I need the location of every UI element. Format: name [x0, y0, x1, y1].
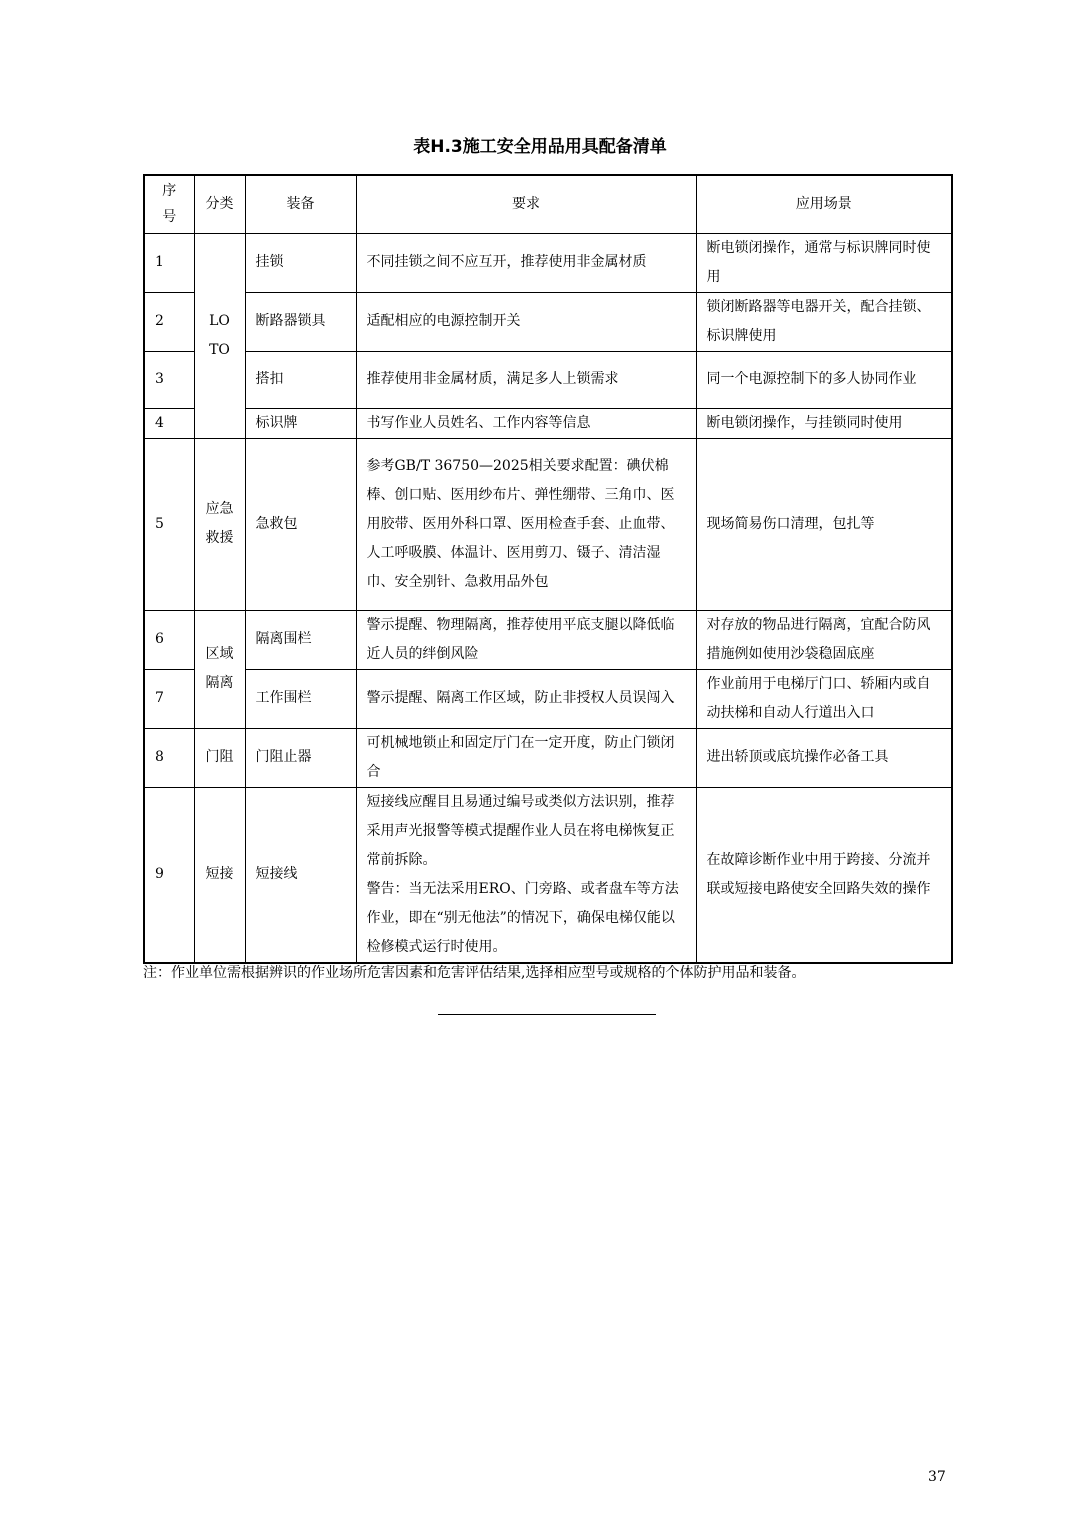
end-rule	[438, 1014, 656, 1015]
row-index: 1	[144, 233, 194, 292]
row-scenario: 断电锁闭操作，通常与标识牌同时使用	[696, 233, 952, 292]
header-category: 分类	[194, 175, 245, 233]
table-row	[144, 787, 952, 963]
row-requirement: 书写作业人员姓名、工作内容等信息	[356, 408, 696, 438]
row-scenario: 同一个电源控制下的多人协同作业	[696, 351, 952, 408]
row-requirement: 参考GB/T 36750—2025相关要求配置：碘伏棉棒、创口贴、医用纱布片、弹性绷带、三角巾、医用胶带、医用外科口罩、医用检查手套、止血带、人工呼吸膜、体温计、医用剪刀、镊子、清洁湿巾、安全别针、急救用品外包	[356, 438, 696, 610]
equipment-table	[143, 174, 953, 964]
row-equipment: 隔离围栏	[245, 610, 356, 669]
table-row	[144, 233, 952, 292]
table-row	[144, 292, 952, 351]
row-equipment: 短接线	[245, 787, 356, 963]
row-requirement: 短接线应醒目且易通过编号或类似方法识别，推荐采用声光报警等模式提醒作业人员在将电梯恢复正常前拆除。 警告：当无法采用ERO、门旁路、或者盘车等方法作业，即在“别无他法”的情况下，确保电梯仅能以检修模式运行时使用。	[356, 787, 696, 963]
row-requirement: 警示提醒、物理隔离，推荐使用平底支腿以降低临近人员的绊倒风险	[356, 610, 696, 669]
row-requirement: 警示提醒、隔离工作区域，防止非授权人员误闯入	[356, 669, 696, 728]
row-scenario: 在故障诊断作业中用于跨接、分流并联或短接电路使安全回路失效的操作	[696, 787, 952, 963]
category-door-stop: 门阻	[194, 728, 245, 787]
header-index: 序 号	[144, 175, 194, 233]
category-loto: LOTO	[194, 233, 245, 438]
table-row	[144, 351, 952, 408]
table-note: 注：作业单位需根据辨识的作业场所危害因素和危害评估结果,选择相应型号或规格的个体防护用品和装备。	[143, 965, 806, 981]
table-header-row	[144, 175, 952, 233]
header-equipment: 装备	[245, 175, 356, 233]
row-index: 4	[144, 408, 194, 438]
table-row	[144, 438, 952, 610]
row-scenario: 对存放的物品进行隔离，宜配合防风措施例如使用沙袋稳固底座	[696, 610, 952, 669]
page-number: 37	[928, 1469, 946, 1485]
row-equipment: 急救包	[245, 438, 356, 610]
row-equipment: 挂锁	[245, 233, 356, 292]
row-index: 2	[144, 292, 194, 351]
row-index: 6	[144, 610, 194, 669]
row-index: 3	[144, 351, 194, 408]
row-scenario: 现场简易伤口清理，包扎等	[696, 438, 952, 610]
row-requirement: 推荐使用非金属材质，满足多人上锁需求	[356, 351, 696, 408]
row-index: 9	[144, 787, 194, 963]
row-requirement: 不同挂锁之间不应互开，推荐使用非金属材质	[356, 233, 696, 292]
row-scenario: 断电锁闭操作，与挂锁同时使用	[696, 408, 952, 438]
row-index: 8	[144, 728, 194, 787]
row-scenario: 作业前用于电梯厅门口、轿厢内或自动扶梯和自动人行道出入口	[696, 669, 952, 728]
row-scenario: 锁闭断路器等电器开关，配合挂锁、标识牌使用	[696, 292, 952, 351]
row-equipment: 断路器锁具	[245, 292, 356, 351]
category-jumper: 短接	[194, 787, 245, 963]
table-row	[144, 610, 952, 669]
table-row	[144, 408, 952, 438]
row-requirement: 适配相应的电源控制开关	[356, 292, 696, 351]
row-equipment: 工作围栏	[245, 669, 356, 728]
table-title: 表H.3施工安全用品用具配备清单	[413, 137, 667, 157]
category-emergency: 应急 救援	[194, 438, 245, 610]
table-row	[144, 728, 952, 787]
row-index: 5	[144, 438, 194, 610]
header-scenario: 应用场景	[696, 175, 952, 233]
category-isolation: 区域 隔离	[194, 610, 245, 728]
row-requirement: 可机械地锁止和固定厅门在一定开度，防止门锁闭合	[356, 728, 696, 787]
row-scenario: 进出轿顶或底坑操作必备工具	[696, 728, 952, 787]
row-equipment: 标识牌	[245, 408, 356, 438]
row-equipment: 搭扣	[245, 351, 356, 408]
row-equipment: 门阻止器	[245, 728, 356, 787]
table-row	[144, 669, 952, 728]
row-index: 7	[144, 669, 194, 728]
header-requirement: 要求	[356, 175, 696, 233]
